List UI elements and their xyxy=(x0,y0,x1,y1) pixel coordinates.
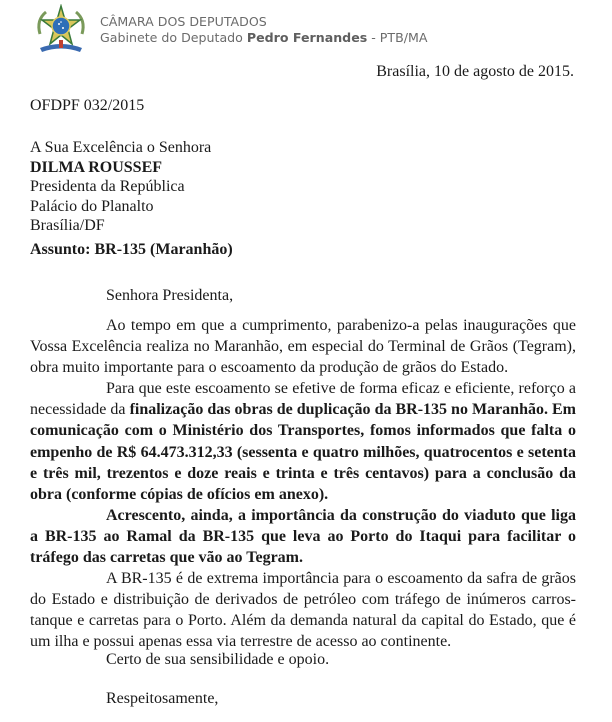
recipient-title: Presidenta da República xyxy=(30,178,185,196)
paragraph-3: Acrescento, ainda, a importância da construção do viaduto que liga a BR-135 ao Ramal da BR-135 que leva ao Porto do Itaqui para facilitar o tráfego das carretas que vão ao Tegram. xyxy=(30,506,576,567)
recipient-city: Brasília/DF xyxy=(30,217,105,235)
party-suffix: - PTB/MA xyxy=(367,30,428,45)
valediction: Respeitosamente, xyxy=(106,690,219,707)
paragraph-2-text: Para que este escoamento se efetive de forma eficaz e eficiente, reforço a necessidade da xyxy=(30,380,576,419)
paragraph-2 xyxy=(30,378,576,505)
letterhead-text xyxy=(100,14,427,46)
recipient-office: Palácio do Planalto xyxy=(30,197,154,215)
subject-line: Assunto: BR-135 (Maranhão) xyxy=(30,241,233,258)
reference-number: OFDPF 032/2015 xyxy=(30,97,145,114)
recipient-address xyxy=(30,138,576,236)
letter-body xyxy=(30,315,576,653)
paragraph-4: A BR-135 é de extrema importância para o escoamento da safra de grãos do Estado e distribuição de derivados de petróleo com tráfego de inúmeros carros-tanque e carretas para o Porto. Além da demanda natural da capital do Estado, que é um ilha e possui apenas essa via terrestre de acesso ao continente. xyxy=(30,570,576,651)
brazil-coat-of-arms-icon xyxy=(34,4,88,56)
recipient-salutation: A Sua Excelência o Senhora xyxy=(30,139,212,156)
office-line xyxy=(100,30,427,46)
paragraph-2-emphasis: finalização das obras de duplicação da BR-135 no Maranhão. Em comunicação com o Ministério dos Transportes, fomos informados que falta o empenho de R$ 64.473.312,33 (sessenta e quatro milhões, quatrocentos e setenta e três mil, trezentos e doze reais e trinta e três centavos) para a conclusão da obra (conforme cópias de ofícios em anexo). xyxy=(30,401,576,503)
date-line: Brasília, 10 de agosto de 2015. xyxy=(376,63,574,80)
deputy-name: Pedro Fernandes xyxy=(246,30,368,45)
greeting: Senhora Presidenta, xyxy=(106,287,234,304)
paragraph-1: Ao tempo em que a cumprimento, parabenizo-a pelas inaugurações que Vossa Excelência realiza no Maranhão, em especial do Terminal de Grãos (Tegram), obra muito importante para o escoamento da produção de grãos do Estado. xyxy=(30,317,576,377)
closing-remark: Certo de sua sensibilidade e opoio. xyxy=(106,651,330,668)
recipient-name: DILMA ROUSSEF xyxy=(30,158,163,176)
office-prefix: Gabinete do Deputado xyxy=(100,30,247,45)
institution-name: CÂMARA DOS DEPUTADOS xyxy=(100,14,267,29)
